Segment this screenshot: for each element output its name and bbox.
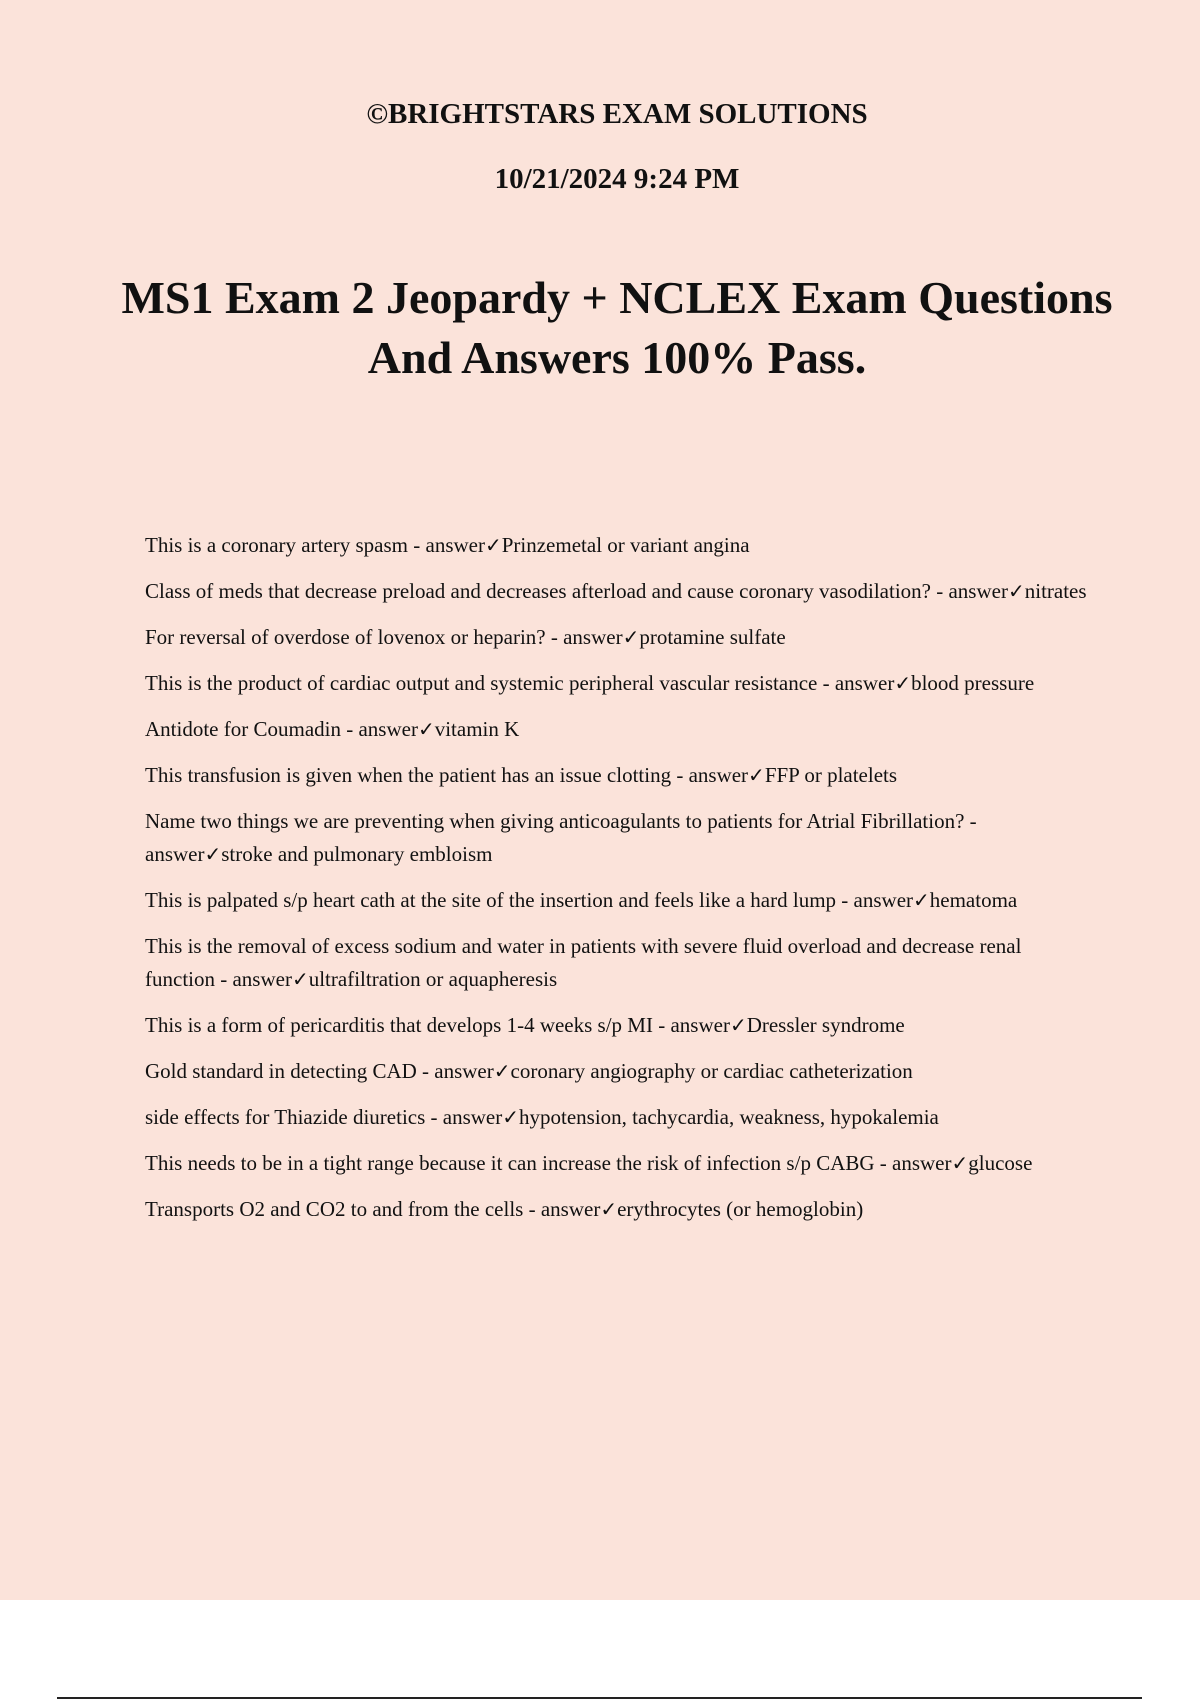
qa-item: [145, 713, 1090, 746]
answer-text: stroke and pulmonary embloism: [221, 842, 493, 866]
answer-text: protamine sulfate: [639, 625, 786, 649]
question-text: For reversal of overdose of lovenox or heparin? - answer: [145, 625, 623, 649]
qa-item: [145, 1055, 1090, 1088]
question-text: This transfusion is given when the patient has an issue clotting - answer: [145, 763, 749, 787]
qa-item: [145, 529, 1090, 562]
qa-item: [145, 1009, 1090, 1042]
brand-header: ©BRIGHTSTARS EXAM SOLUTIONS: [366, 98, 868, 130]
checkmark-icon: ✓: [951, 1151, 969, 1175]
qa-item: [145, 884, 1090, 917]
qa-list: [145, 529, 1090, 1239]
checkmark-icon: ✓: [291, 967, 309, 991]
checkmark-icon: ✓: [493, 1059, 511, 1083]
checkmark-icon: ✓: [204, 842, 222, 866]
answer-text: vitamin K: [434, 717, 520, 741]
checkmark-icon: ✓: [417, 717, 435, 741]
answer-text: FFP or platelets: [764, 763, 898, 787]
checkmark-icon: ✓: [484, 533, 502, 557]
question-text: Antidote for Coumadin - answer: [145, 717, 418, 741]
timestamp: 10/21/2024 9:24 PM: [494, 163, 740, 195]
answer-text: Prinzemetal or variant angina: [501, 533, 750, 557]
qa-item: [145, 759, 1090, 792]
qa-item: [145, 930, 1090, 996]
answer-text: hematoma: [929, 888, 1018, 912]
answer-text: hypotension, tachycardia, weakness, hypokalemia: [519, 1105, 939, 1129]
checkmark-icon: ✓: [894, 671, 912, 695]
checkmark-icon: ✓: [1007, 579, 1025, 603]
document-title: MS1 Exam 2 Jeopardy + NCLEX Exam Questions And Answers 100% Pass.: [121, 272, 1113, 383]
qa-item: [145, 805, 1090, 871]
question-text: This is a coronary artery spasm - answer: [145, 533, 485, 557]
question-text: This is palpated s/p heart cath at the site of the insertion and feels like a hard lump - answer: [145, 888, 914, 912]
question-text: This is the product of cardiac output and systemic peripheral vascular resistance - answer: [145, 671, 895, 695]
checkmark-icon: ✓: [748, 763, 765, 787]
answer-text: nitrates: [1024, 579, 1087, 603]
qa-item: [145, 667, 1090, 700]
question-text: side effects for Thiazide diuretics - answer: [145, 1105, 503, 1129]
checkmark-icon: ✓: [913, 888, 930, 912]
question-text: This needs to be in a tight range because it can increase the risk of infection s/p CABG - answer: [145, 1151, 952, 1175]
answer-text: ultrafiltration or aquapheresis: [308, 967, 558, 991]
question-text: Transports O2 and CO2 to and from the cells - answer: [145, 1197, 601, 1221]
answer-text: glucose: [968, 1151, 1033, 1175]
checkmark-icon: ✓: [600, 1197, 618, 1221]
checkmark-icon: ✓: [729, 1013, 747, 1037]
question-text: Gold standard in detecting CAD - answer: [145, 1059, 494, 1083]
qa-item: [145, 1147, 1090, 1180]
checkmark-icon: ✓: [622, 625, 640, 649]
answer-text: coronary angiography or cardiac catheterization: [510, 1059, 913, 1083]
question-text: This is a form of pericarditis that develops 1-4 weeks s/p MI - answer: [145, 1013, 730, 1037]
answer-text: blood pressure: [911, 671, 1035, 695]
question-text: This is the removal of excess sodium and water in patients with severe fluid overload and decrease renal function - answer: [145, 934, 1022, 991]
answer-text: Dressler syndrome: [746, 1013, 905, 1037]
qa-item: [145, 621, 1090, 654]
footer-divider: [57, 1697, 1142, 1699]
checkmark-icon: ✓: [502, 1105, 520, 1129]
answer-text: erythrocytes (or hemoglobin): [617, 1197, 864, 1221]
question-text: Name two things we are preventing when giving anticoagulants to patients for Atrial Fibrillation? - answer: [145, 809, 977, 866]
qa-item: [145, 1193, 1090, 1226]
question-text: Class of meds that decrease preload and decreases afterload and cause coronary vasodilation? - answer: [145, 579, 1008, 603]
qa-item: [145, 1101, 1090, 1134]
qa-item: [145, 575, 1090, 608]
